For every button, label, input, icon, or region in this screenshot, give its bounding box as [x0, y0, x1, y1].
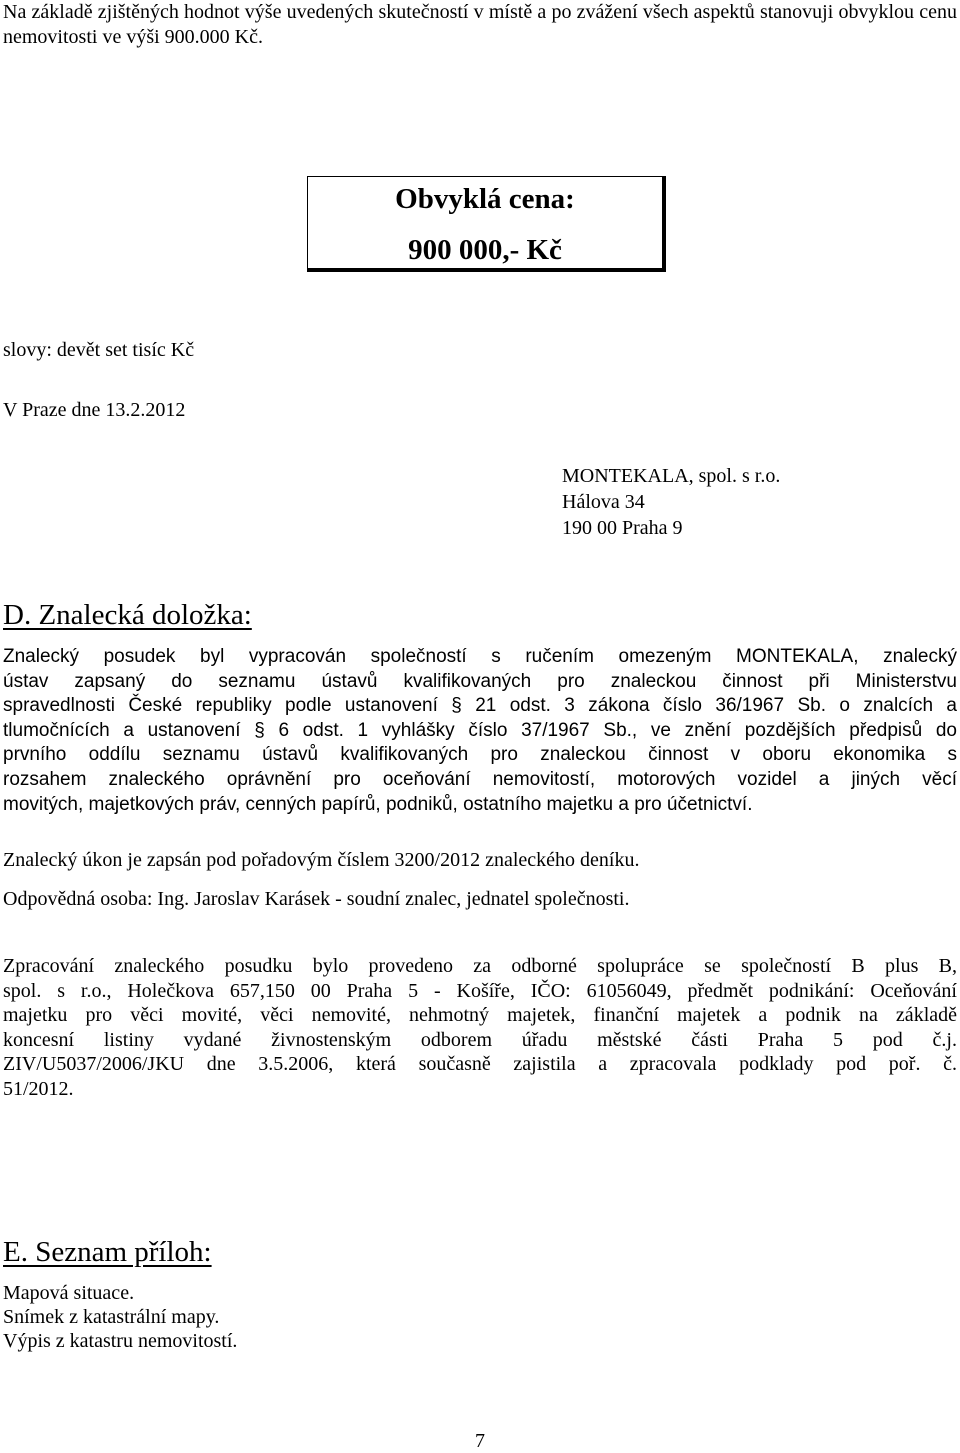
price-in-words: slovy: devět set tisíc Kč — [3, 339, 195, 361]
clause-line: movitých, majetkových práv, cenných papírů, podniků, ostatního majetku a pro účetnictví. — [3, 793, 753, 815]
coop-line: 51/2012. — [3, 1077, 74, 1100]
cooperation-paragraph — [3, 954, 957, 1102]
coop-line: ZIV/U5037/2006/JKU dne 3.5.2006, která současně zajistila a zpracovala podklady pod poř. č. — [3, 1053, 957, 1076]
intro-paragraph: Na základě zjištěných hodnot výše uvedených skutečností v místě a po zvážení všech aspektů stanovuji obvyklou cenu nemovitosti ve výši 900.000 Kč. — [3, 1, 957, 48]
price-box — [307, 176, 666, 272]
clause-line: spravedlnosti České republiky podle ustanovení § 21 odst. 3 zákona číslo 36/1967 Sb. o znalcích a — [3, 695, 957, 717]
expert-clause-paragraph — [3, 645, 957, 817]
clause-line: ústav zapsaný do seznamu ústavů kvalifikovaných pro znaleckou činnost při Ministerstvu — [3, 670, 957, 692]
list-item: Mapová situace. — [3, 1282, 135, 1304]
clause-line: rozsahem znaleckého oprávnění pro oceňování nemovitostí, motorových vozidel a jiných věcí — [3, 768, 957, 790]
price-amount: 900 000,- Kč — [408, 234, 562, 266]
attachments-list — [3, 1281, 237, 1353]
clause-line: tlumočnících a ustanovení § 6 odst. 1 vyhlášky číslo 37/1967 Sb., ve znění pozdějších předpisů do — [3, 719, 957, 741]
page-number: 7 — [475, 1430, 485, 1452]
company-address — [562, 463, 780, 541]
clause-line: Znalecký posudek byl vypracován společností s ručením omezeným MONTEKALA, znalecký — [3, 646, 957, 667]
price-title: Obvyklá cena: — [395, 183, 575, 215]
list-item: Výpis z katastru nemovitostí. — [3, 1330, 238, 1352]
clause-line: prvního oddílu seznamu ústavů kvalifikovaných pro znaleckou činnost v oboru ekonomika s — [3, 744, 957, 766]
list-item: Snímek z katastrální mapy. — [3, 1306, 220, 1328]
section-e-heading: E. Seznam příloh: — [3, 1236, 212, 1268]
company-street: Hálova 34 — [562, 491, 645, 513]
coop-line: koncesní listiny vydané živnostenským odborem úřadu městské části Praha 5 pod č.j. — [3, 1028, 957, 1051]
coop-line: Zpracování znaleckého posudku bylo provedeno za odborné spolupráce se společností B plus B, — [3, 955, 957, 977]
coop-line: spol. s r.o., Holečkova 657,150 00 Praha 5 - Košíře, IČO: 61056049, předmět podnikání: Oceňování — [3, 979, 957, 1002]
company-city: 190 00 Praha 9 — [562, 517, 683, 539]
responsible-person: Odpovědná osoba: Ing. Jaroslav Karásek - soudní znalec, jednatel společnosti. — [3, 888, 630, 910]
section-d-heading: D. Znalecká doložka: — [3, 599, 252, 631]
coop-line: majetku pro věci movité, věci nemovité, nehmotný majetek, finanční majetek a podnik na základě — [3, 1004, 957, 1027]
company-name: MONTEKALA, spol. s r.o. — [562, 465, 781, 487]
place-date: V Praze dne 13.2.2012 — [3, 399, 186, 421]
record-paragraph: Znalecký úkon je zapsán pod pořadovým číslem 3200/2012 znaleckého deníku. — [3, 849, 640, 871]
